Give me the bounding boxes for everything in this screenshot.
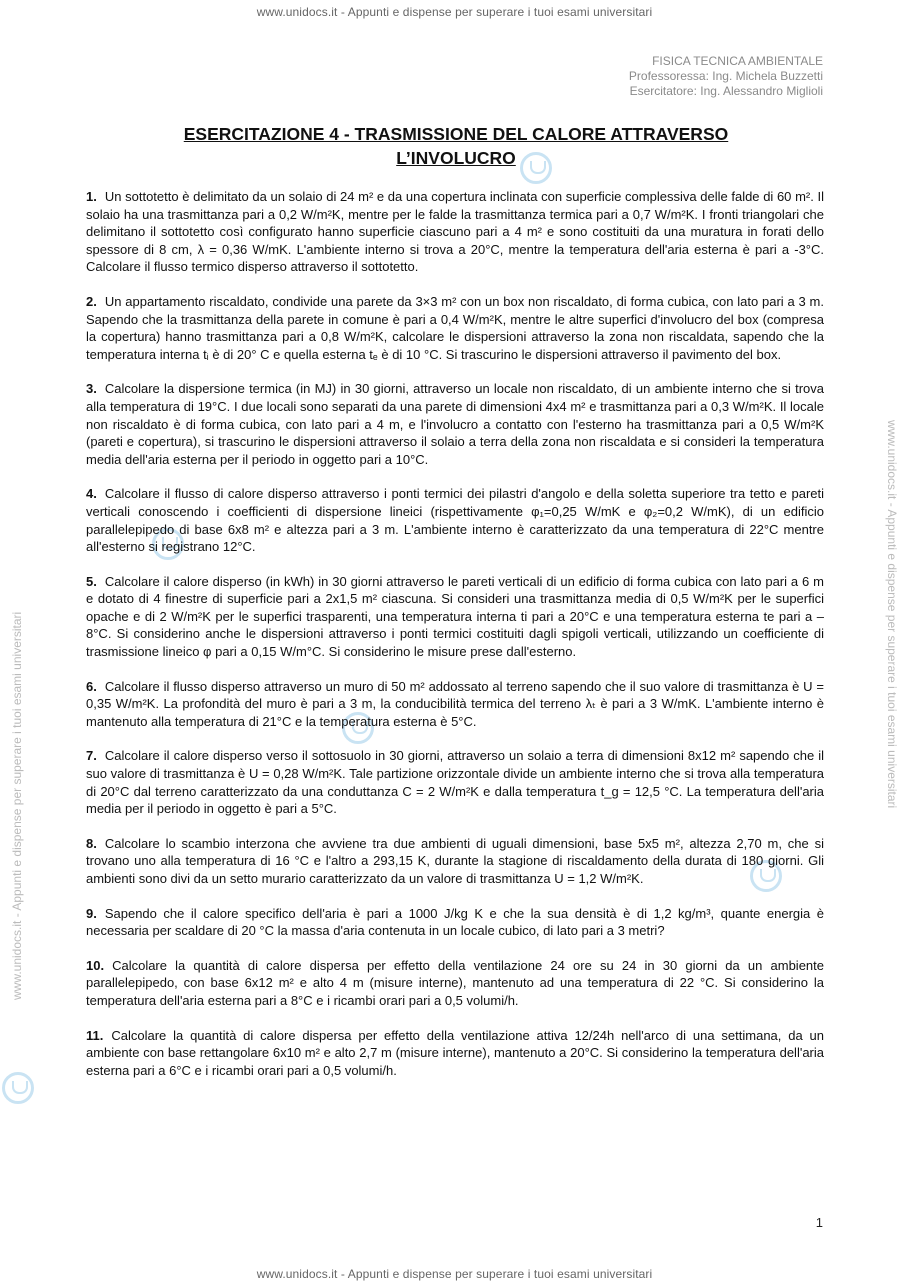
exercise-number: 8.: [86, 835, 97, 851]
exercise-4: [86, 485, 824, 555]
exercise-number: 11.: [86, 1027, 104, 1043]
exercise-number: 7.: [86, 748, 97, 764]
exercise-3: [86, 380, 824, 468]
course-name: FISICA TECNICA AMBIENTALE: [652, 54, 823, 68]
exercise-text: Un appartamento riscaldato, condivide una parete da 3×3 m² con un box non riscaldato, di forma cubica, con lato pari a 3 m. Sapendo che la trasmittanza della parete in comune è pari a 0,4 W/m²K, mentre le altre superfici d'involucro del box (compresa la copertura) hanno trasmittanza pari a 0,8 W/m²K, calcolare le dispersioni attraverso la zona non riscaldata, sapendo che la temperatura interna tᵢ è di 20° C e quella esterna tₑ è di 10 °C. Si trascurino le dispersioni attraverso il pavimento del box.: [86, 293, 824, 362]
page-title: [86, 122, 826, 170]
exercise-7: [86, 747, 824, 817]
exercise-number: 2.: [86, 293, 97, 309]
exercise-text: Calcolare la dispersione termica (in MJ) in 30 giorni, attraverso un locale non riscaldato, di un ambiente interno che si trova alla temperatura di 19°C. I due locali sono separati da una parete di dimensioni 4x4 m² e trasmittanza pari a 0,3 W/m²K. Il locale non riscaldato è di forma cubica, con lato pari a 4 m, e l'involucro a contatto con l'esterno ha trasmittanza pari a 0,5 W/m²K (pareti e copertura), si trascurino le dispersioni attraverso il solaio a terra della zona non riscaldata e si consideri la temperatura media dell'aria esterna per il periodo in oggetto pari a 10°C.: [86, 381, 824, 467]
exercise-number: 1.: [86, 189, 97, 204]
title-line-1: ESERCITAZIONE 4 - TRASMISSIONE DEL CALORE ATTRAVERSO: [183, 124, 729, 144]
exercise-8: [86, 835, 824, 888]
exercise-2: [86, 293, 824, 363]
exercise-text: Un sottotetto è delimitato da un solaio di 24 m² e da una copertura inclinata con superficie complessiva delle falde di 60 m². Il solaio ha una trasmittanza pari a 0,2 W/m²K, mentre per le falde la trasmittanza termica pari a 0,7 W/m²K. I fronti triangolari che delimitano il sottotetto così configurato hanno superficie ciascuno pari a 4 m² e sono costituiti da una muratura in forati dello spessore di 8 cm, λ = 0,36 W/mK. L'ambiente interno si trova a 20°C, mentre la temperatura dell'aria esterna è pari a -3°C. Calcolare il flusso termico disperso attraverso il sottotetto.: [86, 189, 824, 275]
exercise-text: Calcolare il flusso di calore disperso attraverso i ponti termici dei pilastri d'angolo e della soletta superiore tra tetto e pareti verticali conoscendo i coefficienti di dispersione lineici (rispettivamente φ₁=0,25 W/mK e φ₂=0,2 W/mK), di un edificio parallelepipedo di base 6x8 m² e altezza pari a 3 m. L'ambiente interno è caratterizzato da una temperatura di 22°C mentre all'esterno si registrano 12°C.: [86, 486, 824, 555]
exercise-text: Calcolare lo scambio interzona che avviene tra due ambienti di uguali dimensioni, base 5x5 m², altezza 2,70 m, che si trovano uno alla temperatura di 16 °C e l'altro a 293,15 K, durante la stagione di riscaldamento della durata di 180 giorni. Gli ambienti sono divi da un setto murario caratterizzato da un valore di trasmittanza U = 1,2 W/m²K.: [86, 835, 824, 886]
exercise-text: Calcolare la quantità di calore dispersa per effetto della ventilazione attiva 12/24h nell'arco di una settimana, da un ambiente con base rettangolare 6x10 m² e alto 2,7 m (misure interne), mantenuto a 20°C. Si considerino la temperatura dell'aria esterna pari a 6°C e i ricambi orari pari a 0,5 volumi/h.: [86, 1027, 824, 1078]
exercise-10: [86, 957, 824, 1010]
exercise-11: [86, 1027, 824, 1080]
watermark-logo-icon: [2, 1072, 34, 1104]
exercise-number: 9.: [86, 905, 97, 921]
assistant-name: Esercitatore: Ing. Alessandro Miglioli: [629, 84, 823, 98]
exercise-text: Calcolare il flusso disperso attraverso un muro di 50 m² addossato al terreno sapendo che il suo valore di trasmittanza è U = 0,35 W/m²K. La profondità del muro è pari a 3 m, la conducibilità termica del terreno λₜ è pari a 3 W/mK. L'ambiente interno è mantenuto alla temperatura di 21°C e la temperatura esterna è 5°C.: [86, 678, 824, 729]
exercise-5: [86, 573, 824, 661]
watermark-banner-top: www.unidocs.it - Appunti e dispense per superare i tuoi esami universitari: [256, 5, 653, 19]
exercise-1: [86, 188, 824, 276]
exercise-text: Calcolare il calore disperso (in kWh) in 30 giorni attraverso le pareti verticali di un edificio di forma cubica con lato pari a 6 m e dotato di 4 finestre di superficie pari a 2x1,5 m² ciascuna. Si consideri una trasmittanza media di 0,5 W/m²K per le superfici opache e di 2 W/m²K per le superfici trasparenti, una temperatura interna ti pari a 20°C e una temperatura esterna te pari a – 8°C. Si considerino anche le dispersioni attraverso i ponti termici costituiti dagli spigoli verticali, utilizzando un coefficiente di trasmissione lineico φ pari a 0,15 W/m°C. Si considerino le misure prese dall'esterno.: [86, 573, 824, 660]
page-number: 1: [815, 1215, 823, 1230]
exercise-number: 10.: [86, 957, 105, 973]
title-line-2: L’INVOLUCRO: [396, 148, 516, 168]
watermark-banner-bottom: www.unidocs.it - Appunti e dispense per superare i tuoi esami universitari: [256, 1267, 653, 1281]
exercise-text: Sapendo che il calore specifico dell'aria è pari a 1000 J/kg K e che la sua densità è di 1,2 kg/m³, quante energia è necessaria per scaldare di 20 °C la massa d'aria contenuta in un locale cubico, di lato pari a 3 metri?: [86, 905, 824, 939]
exercise-6: [86, 678, 824, 731]
exercise-number: 3.: [86, 381, 97, 397]
watermark-side-left: www.unidocs.it - Appunti e dispense per superare i tuoi esami universitari: [10, 611, 24, 1000]
exercise-text: Calcolare la quantità di calore dispersa per effetto della ventilazione 24 ore su 24 in 30 giorni da un ambiente parallelepipedo, con base 6x12 m² e alto 4 m (misure interne), mantenuto ad una temperatura di 22 °C. Si considerino la temperatura dell'aria esterna pari a 8°C e i ricambi orari pari a 0,5 volumi/h.: [86, 957, 824, 1008]
watermark-side-right: www.unidocs.it - Appunti e dispense per superare i tuoi esami universitari: [885, 420, 899, 809]
exercise-list: [86, 188, 824, 1096]
exercise-text: Calcolare il calore disperso verso il sottosuolo in 30 giorni, attraverso un solaio a terra di dimensioni 8x12 m² sapendo che il suo valore di trasmittanza è U = 0,28 W/m²K. Tale partizione orizzontale divide un ambiente interno che si trova alla temperatura di 20°C dal terreno caratterizzato da una conduttanza C = 2 W/m²K e dalla temperatura t_g = 12,5 °C. La temperatura dell'aria media per il periodo in oggetto è pari a 5°C.: [86, 748, 824, 817]
professor-name: Professoressa: Ing. Michela Buzzetti: [628, 69, 823, 83]
exercise-9: [86, 905, 824, 940]
document-header: [629, 54, 823, 99]
exercise-number: 4.: [86, 486, 97, 502]
exercise-number: 5.: [86, 573, 97, 589]
exercise-number: 6.: [86, 678, 97, 694]
